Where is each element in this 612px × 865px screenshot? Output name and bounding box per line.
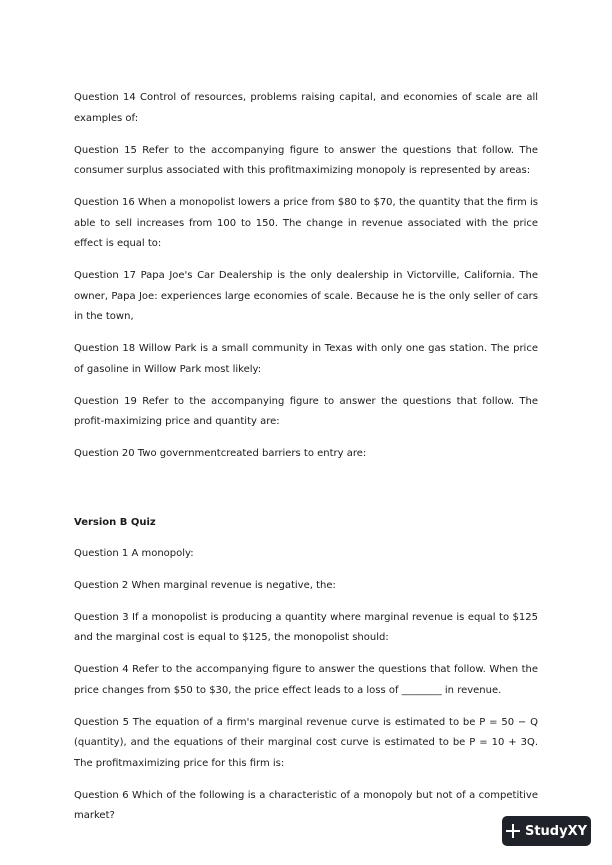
version-b-question-4: Question 4 Refer to the accompanying figure to answer the questions that follow. When the price changes from $50 to $30, the price effect leads to a loss of ________ in revenue. <box>74 664 538 696</box>
question-15: Question 15 Refer to the accompanying figure to answer the questions that follow. The consumer surplus associated with this profitmaximizing monopoly is represented by areas: <box>74 144 538 176</box>
version-b-question-3: Question 3 If a monopolist is producing a quantity where marginal revenue is equal to $125 and the marginal cost is equal to $125, the monopolist should: <box>74 611 538 643</box>
version-b-question-1: Question 1 A monopoly: <box>74 547 194 559</box>
section-title: Version B Quiz <box>74 517 156 528</box>
badge-label: StudyXY <box>524 823 588 839</box>
studyxy-badge[interactable] <box>502 816 591 846</box>
question-19: Question 19 Refer to the accompanying figure to answer the questions that follow. The profit-maximizing price and quantity are: <box>74 395 538 427</box>
question-14: Question 14 Control of resources, problems raising capital, and economies of scale are all examples of: <box>74 92 538 124</box>
version-b-question-5: Question 5 The equation of a firm's marginal revenue curve is estimated to be P = 50 − Q (quantity), and the equations of their marginal cost curve is estimated to be P = 10 + 3Q. The profitmaximizing price for this firm is: <box>74 716 538 769</box>
document-body <box>74 88 538 838</box>
version-b-question-6: Question 6 Which of the following is a characteristic of a monopoly but not of a competitive market? <box>74 789 538 821</box>
question-17: Question 17 Papa Joe's Car Dealership is the only dealership in Victorville, California. The owner, Papa Joe: experiences large economies of scale. Because he is the only seller of cars in the town, <box>74 270 538 322</box>
version-b-question-2: Question 2 When marginal revenue is negative, the: <box>74 579 336 591</box>
question-20: Question 20 Two governmentcreated barriers to entry are: <box>74 448 367 459</box>
question-18: Question 18 Willow Park is a small community in Texas with only one gas station. The price of gasoline in Willow Park most likely: <box>74 343 538 375</box>
section-spacer <box>74 476 538 513</box>
question-16: Question 16 When a monopolist lowers a price from $80 to $70, the quantity that the firm is able to sell increases from 100 to 150. The change in revenue associated with the price effect is equal to: <box>74 197 538 249</box>
plus-icon <box>506 824 520 838</box>
